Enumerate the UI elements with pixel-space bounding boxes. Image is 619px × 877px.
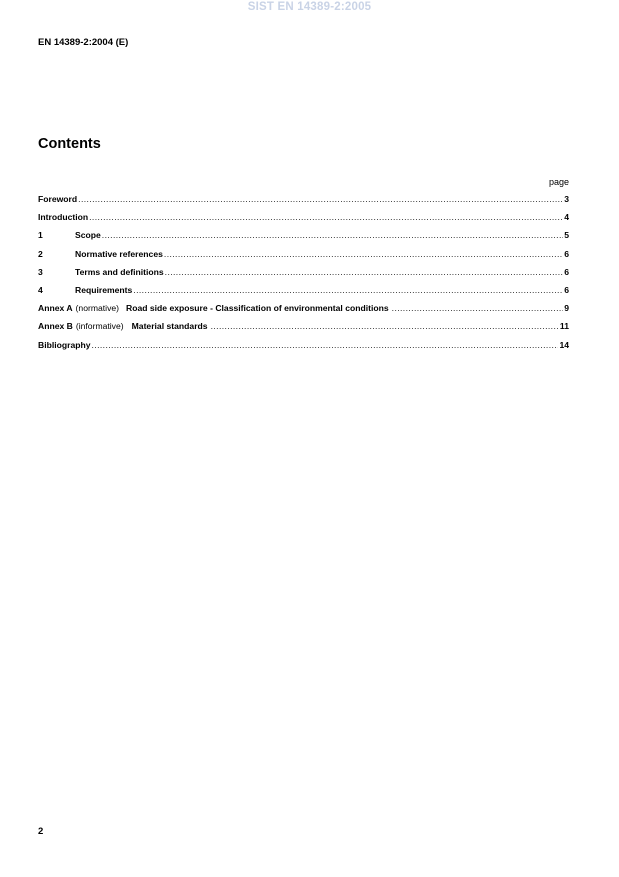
toc-dot-leader — [78, 194, 563, 204]
toc-entry-page: 6 — [564, 248, 569, 259]
watermark-text: SIST EN 14389-2:2005 — [247, 1, 372, 13]
toc-entry-page: 6 — [564, 266, 569, 277]
toc-dot-leader — [102, 230, 563, 240]
toc-entry-foreword[interactable] — [38, 194, 569, 212]
toc-entry-page: 3 — [564, 194, 569, 204]
page-column-header: page — [548, 177, 569, 187]
document-id: EN 14389-2:2004 (E) — [38, 37, 129, 48]
toc-dot-leader — [89, 212, 563, 222]
toc-entry-page: 14 — [559, 339, 569, 350]
toc-entry-page: 5 — [564, 230, 569, 241]
table-of-contents — [38, 194, 569, 358]
toc-entry-page: 11 — [559, 321, 569, 332]
toc-entry-number: 4 — [38, 284, 43, 295]
toc-dot-leader — [165, 267, 564, 277]
toc-entry-page: 4 — [564, 212, 569, 223]
toc-entry-bibliography[interactable] — [38, 340, 569, 358]
toc-entry-annex-b[interactable] — [38, 321, 569, 339]
toc-entry-requirements[interactable] — [38, 285, 569, 303]
toc-entry-title: Requirements — [75, 284, 133, 295]
toc-annex-qualifier: (informative) — [75, 321, 124, 332]
toc-entry-title: Road side exposure - Classification of environmental conditions — [126, 303, 389, 314]
toc-entry-introduction[interactable] — [38, 212, 569, 230]
toc-annex-qualifier: (normative) — [75, 303, 120, 314]
toc-entry-normative-references[interactable] — [38, 249, 569, 267]
toc-annex-prefix: Annex B — [38, 321, 73, 332]
toc-entry-scope[interactable] — [38, 230, 569, 248]
toc-entry-page: 9 — [564, 303, 569, 314]
page-number: 2 — [38, 826, 44, 837]
toc-entry-number: 3 — [38, 266, 43, 277]
toc-entry-page: 6 — [564, 284, 569, 295]
toc-entry-title: Scope — [75, 230, 101, 241]
toc-annex-prefix: Annex A — [38, 303, 73, 314]
toc-entry-number: 2 — [38, 248, 43, 259]
toc-entry-number: 1 — [38, 230, 43, 241]
toc-dot-leader — [164, 249, 563, 259]
toc-entry-title: Material standards — [131, 321, 208, 332]
toc-entry-annex-a[interactable] — [38, 303, 569, 321]
toc-entry-title: Terms and definitions — [75, 266, 164, 277]
toc-entry-title: Foreword — [38, 194, 78, 204]
toc-dot-leader — [92, 340, 559, 350]
toc-dot-leader — [133, 285, 563, 295]
toc-entry-title: Introduction — [38, 212, 89, 223]
toc-entry-title: Bibliography — [38, 339, 91, 350]
toc-dot-leader — [211, 321, 559, 331]
contents-heading: Contents — [38, 136, 101, 152]
toc-entry-terms-and-definitions[interactable] — [38, 267, 569, 285]
toc-dot-leader — [392, 303, 564, 313]
toc-entry-title: Normative references — [75, 248, 163, 259]
